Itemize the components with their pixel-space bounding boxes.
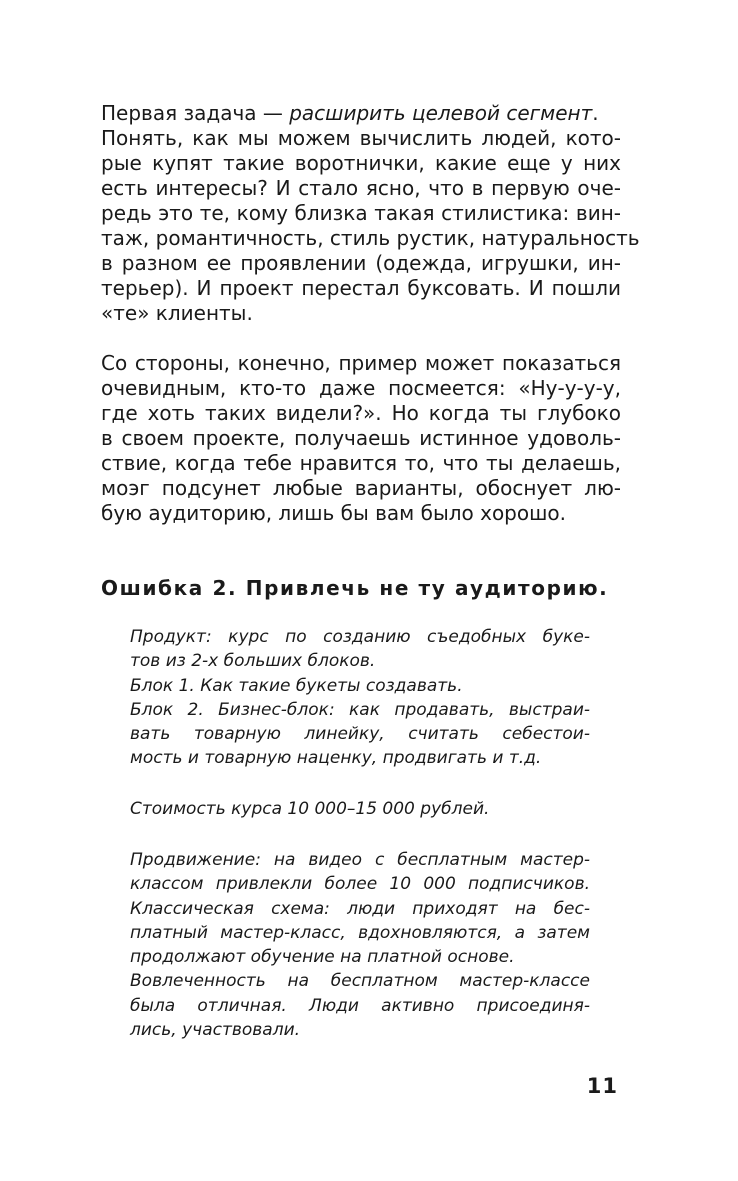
paragraph-line: в разном ее проявлении (одежда, игрушки, ин-	[101, 251, 621, 275]
case-line: Классическая схема: люди приходят на бес-	[130, 898, 590, 919]
paragraph-line: в своем проекте, получаешь истинное удоволь-	[101, 426, 621, 450]
case-line: тов из 2-х больших блоков.	[130, 651, 376, 672]
case-line: была отличная. Люди активно присоединя-	[130, 995, 590, 1016]
page-number: 11	[586, 1074, 618, 1098]
paragraph-1	[101, 101, 640, 326]
case-line: Стоимость курса 10 000–15 000 рублей.	[130, 799, 490, 819]
emphasis-text: расширить целевой сегмент	[289, 101, 593, 125]
paragraph-line: терьер). И проект перестал буксовать. И пошли	[101, 276, 621, 300]
paragraph-line: Понять, как мы можем вычислить людей, кото-	[101, 126, 621, 150]
paragraph-line: таж, романтичность, стиль рустик, натуральность	[101, 226, 640, 250]
paragraph-line: рые купят такие воротнички, какие еще у них	[101, 151, 621, 175]
paragraph-line: где хоть таких видели?». Но когда ты глубоко	[101, 401, 621, 425]
case-promotion-block	[130, 848, 590, 1042]
paragraph-line: очевидным, кто-то даже посмеется: «Ну-у-у-у,	[101, 376, 621, 400]
text-run: Первая задача —	[101, 101, 290, 125]
paragraph-line: ствие, когда тебе нравится то, что ты делаешь,	[101, 451, 621, 475]
paragraph-line: моэг подсунет любые варианты, обоснует лю-	[101, 476, 621, 500]
case-line: Продвижение: на видео с бесплатным мастер-	[130, 850, 590, 870]
paragraph-2	[101, 351, 621, 526]
case-line: Блок 2. Бизнес-блок: как продавать, выстраи-	[130, 699, 590, 720]
paragraph-line: редь это те, кому близка такая стилистика: вин-	[101, 201, 621, 225]
case-line: платный мастер-класс, вдохновляются, а затем	[130, 922, 590, 943]
case-line: продолжают обучение на платной основе.	[130, 947, 515, 968]
section-heading: Ошибка 2. Привлечь не ту аудиторию.	[101, 576, 609, 600]
paragraph-line	[101, 101, 621, 126]
paragraph-line: бую аудиторию, лишь бы вам было хорошо.	[101, 501, 567, 525]
paragraph-line: есть интересы? И стало ясно, что в первую оче-	[101, 176, 621, 200]
case-line: мость и товарную наценку, продвигать и т.д.	[130, 748, 542, 769]
case-line: Блок 1. Как такие букеты создавать.	[130, 675, 463, 696]
paragraph-line: Со стороны, конечно, пример может показаться	[101, 351, 621, 375]
paragraph-line: «те» клиенты.	[101, 301, 253, 325]
case-line: лись, участвовали.	[130, 1020, 301, 1041]
case-line: Вовлеченность на бесплатном мастер-классе	[130, 971, 590, 992]
case-line: вать товарную линейку, считать себестои-	[130, 724, 590, 745]
case-price	[130, 797, 590, 821]
case-product-block	[130, 625, 590, 771]
case-line: Продукт: курс по созданию съедобных буке-	[130, 627, 590, 647]
text-run: .	[592, 101, 599, 125]
case-line: классом привлекли более 10 000 подписчиков.	[130, 874, 590, 895]
